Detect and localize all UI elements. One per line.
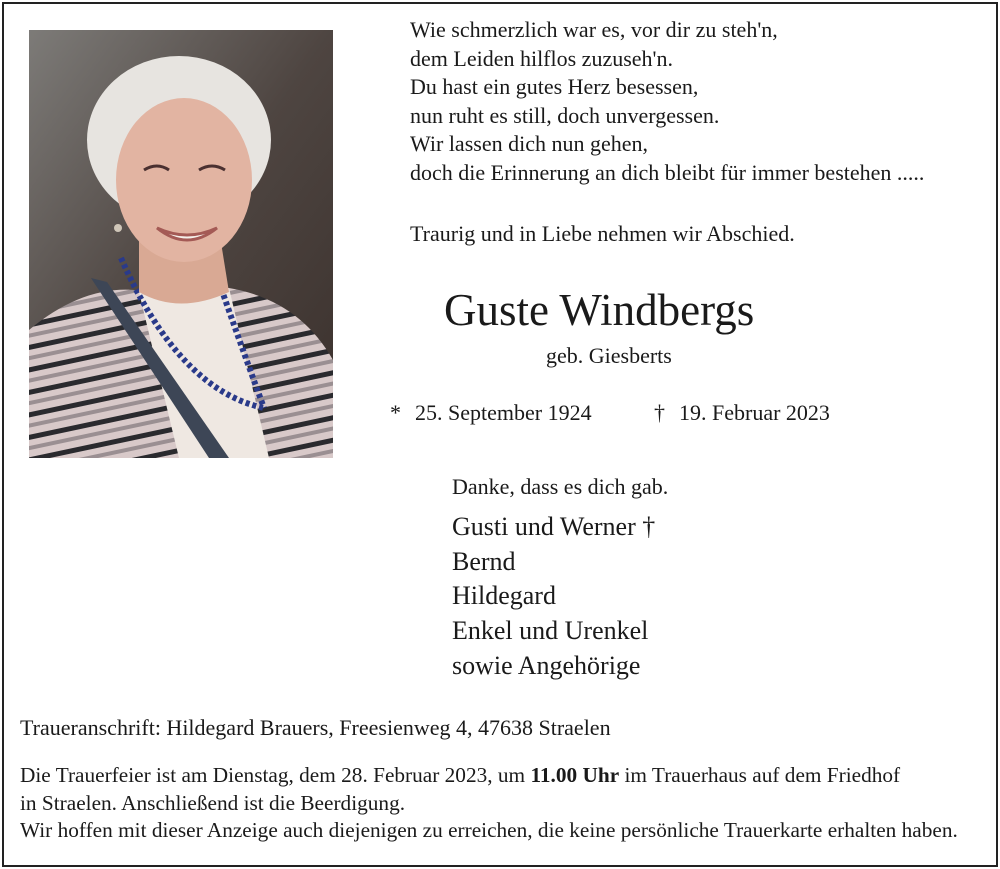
family-list (452, 510, 655, 684)
death-date: 19. Februar 2023 (679, 400, 830, 425)
birth-date-line (390, 399, 592, 427)
poem (410, 16, 924, 188)
family-member: Gusti und Werner † (452, 512, 656, 541)
service-line-3: Wir hoffen mit dieser Anzeige auch diejenigen zu erreichen, die keine persönliche Trauerkarte erhalten haben. (20, 818, 958, 842)
portrait-photo (29, 30, 333, 458)
family-member: Hildegard (452, 581, 556, 611)
poem-line: doch die Erinnerung an dich bleibt für immer bestehen ..... (410, 159, 925, 185)
maiden-name: geb. Giesberts (546, 343, 672, 368)
family-member: Bernd (452, 546, 516, 576)
poem-line: Du hast ein gutes Herz besessen, (410, 74, 699, 100)
family-member: Enkel und Urenkel (452, 616, 649, 646)
family-member: sowie Angehörige (452, 650, 641, 680)
poem-line: dem Leiden hilflos zuzuseh'n. (410, 45, 674, 71)
service-text-end: im Trauerhaus auf dem Friedhof (619, 763, 901, 787)
service-text-start: Die Trauerfeier ist am Dienstag, dem 28. Februar 2023, um (20, 763, 531, 787)
service-line-2: in Straelen. Anschließend ist die Beerdigung. (20, 790, 406, 815)
death-date-line (654, 399, 830, 427)
service-line-1 (20, 762, 995, 790)
service-time: 11.00 Uhr (530, 763, 620, 787)
poem-line: nun ruht es still, doch unvergessen. (410, 102, 720, 128)
cross-icon: † (654, 400, 665, 425)
farewell-text: Traurig und in Liebe nehmen wir Abschied. (410, 221, 795, 246)
poem-line: Wir lassen dich nun gehen, (410, 131, 648, 157)
funeral-service-info (20, 762, 995, 845)
thanks-text: Danke, dass es dich gab. (452, 474, 669, 499)
birth-date: 25. September 1924 (415, 400, 592, 425)
mourning-address: Traueranschrift: Hildegard Brauers, Freesienweg 4, 47638 Straelen (20, 715, 611, 740)
deceased-name: Guste Windbergs (444, 285, 755, 335)
poem-line: Wie schmerzlich war es, vor dir zu steh'n, (410, 17, 778, 42)
asterisk-icon: * (390, 400, 401, 425)
